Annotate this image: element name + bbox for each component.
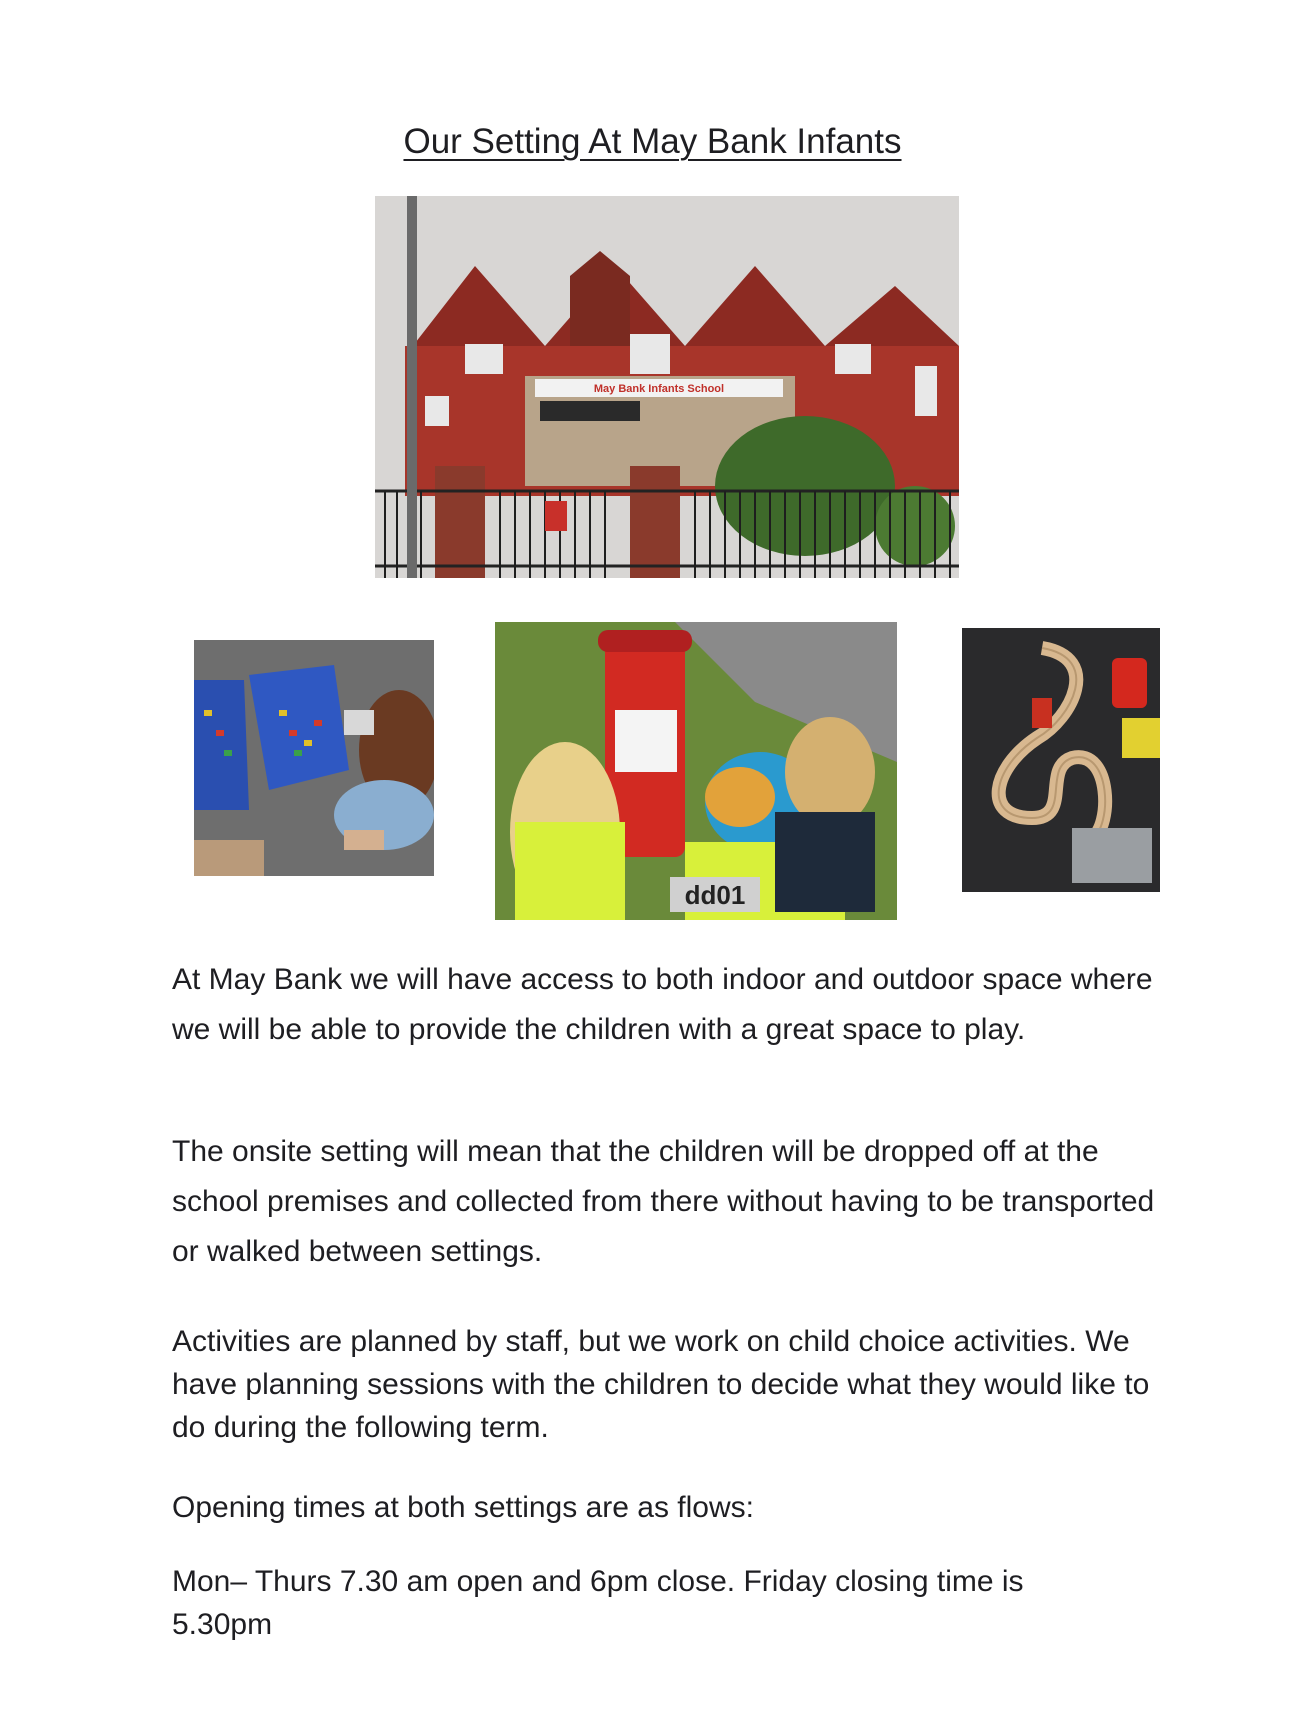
access-paragraph: At May Bank we will have access to both indoor and outdoor space where we will be able to provide the children with a great space to play. (172, 963, 1153, 1046)
opening-hours (172, 1560, 1172, 1646)
vest-text: dd01 (684, 880, 746, 910)
post-box-photo (495, 622, 897, 920)
school-sign-text: May Bank Infants School (593, 383, 725, 395)
train-track-photo (962, 628, 1160, 892)
school-building-photo (375, 196, 959, 578)
activities-paragraph: Activities are planned by staff, but we work on child choice activities. We have planning sessions with the children to decide what they would like to do during the following term. (172, 1325, 1150, 1444)
opening-intro: Opening times at both settings are as flows: (172, 1491, 754, 1524)
opening-hours-line-1: Mon– Thurs 7.30 am open and 6pm close. Friday closing time is (172, 1565, 1024, 1598)
page-title: Our Setting At May Bank Infants (403, 122, 902, 161)
opening-hours-line-2: 5.30pm (172, 1608, 273, 1641)
lego-play-photo (194, 640, 434, 876)
onsite-paragraph: The onsite setting will mean that the children will be dropped off at the school premises and collected from there without having to be transported or walked between settings. (172, 1135, 1155, 1268)
